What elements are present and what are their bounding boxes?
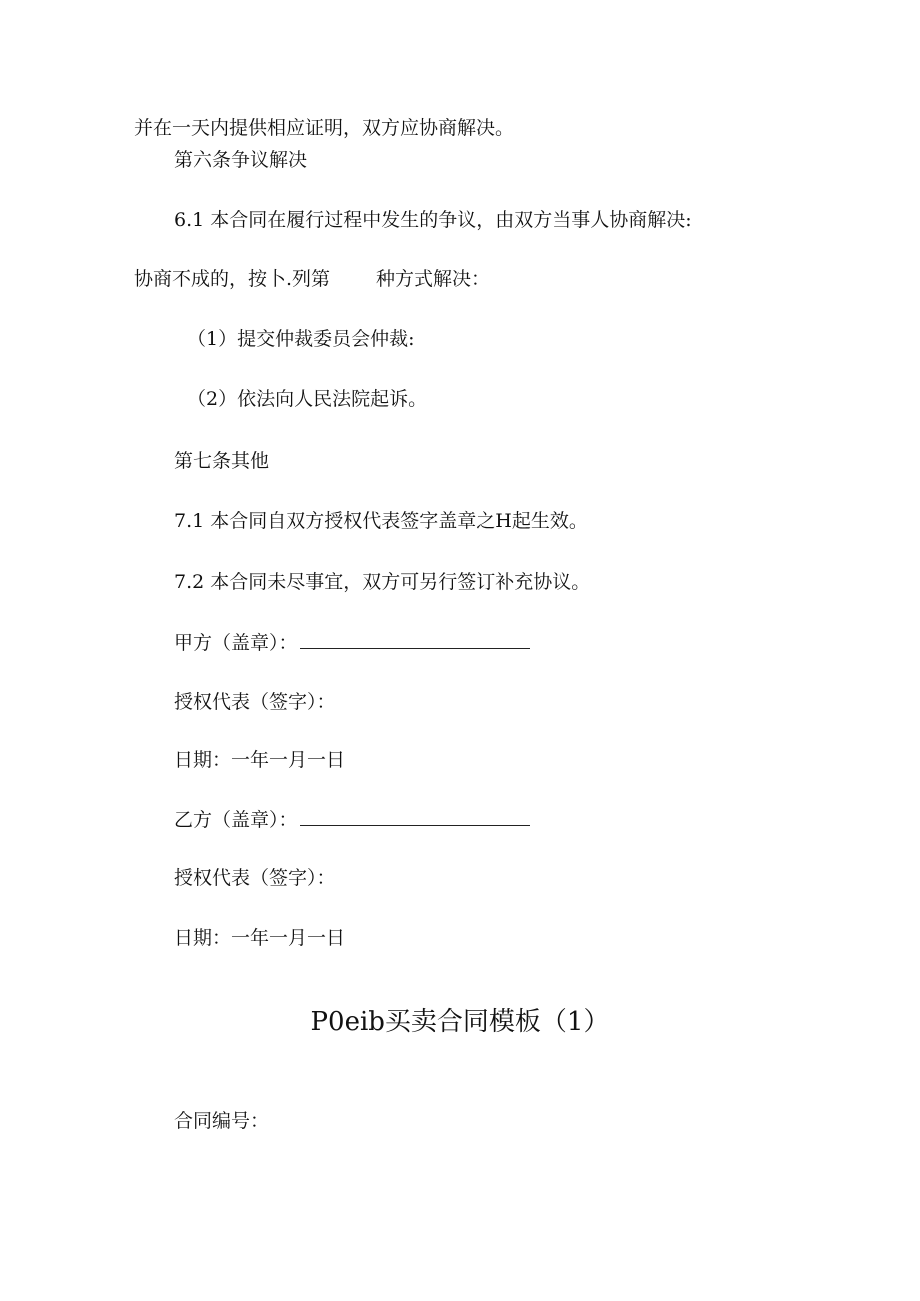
article-6-heading: 第六条争议解决 — [174, 149, 308, 171]
party-a-seal-line — [174, 630, 530, 656]
party-a-seal-label: 甲方（盖章）： — [174, 632, 298, 654]
article-7-heading: 第七条其他 — [174, 450, 270, 472]
party-b-rep-label: 授权代表（签字）： — [174, 867, 336, 889]
option-2: （2）依法向人民法院起诉。 — [187, 388, 428, 410]
party-a-rep-label: 授权代表（签字）： — [174, 691, 336, 713]
template-title: P0eib买卖合同模板（1） — [310, 1007, 610, 1037]
clause-6-1-continuation — [134, 266, 490, 292]
paragraph-line: 并在一天内提供相应证明，双方应协商解决。 — [134, 117, 515, 139]
party-b-date: 日期：一年一月一日 — [174, 927, 346, 949]
party-a-seal-underline — [300, 632, 530, 649]
option-1: （1）提交仲裁委员会仲裁: — [187, 328, 415, 350]
clause-6-1-continuation-part-b: 种方式解决： — [376, 268, 491, 290]
party-b-seal-underline — [300, 809, 530, 826]
party-a-date: 日期：一年一月一日 — [174, 749, 346, 771]
party-b-seal-line — [174, 807, 530, 833]
clause-6-1-continuation-part-a: 协商不成的，按卜.列第 — [134, 268, 331, 290]
clause-7-2: 7.2 本合同未尽事宜，双方可另行签订补充协议。 — [174, 571, 591, 593]
clause-7-1: 7.1 本合同自双方授权代表签字盖章之H起生效。 — [174, 510, 588, 532]
party-b-seal-label: 乙方（盖章）： — [174, 809, 298, 831]
clause-6-1: 6.1 本合同在履行过程中发生的争议，由双方当事人协商解决: — [174, 209, 692, 231]
contract-number-label: 合同编号： — [174, 1110, 270, 1132]
